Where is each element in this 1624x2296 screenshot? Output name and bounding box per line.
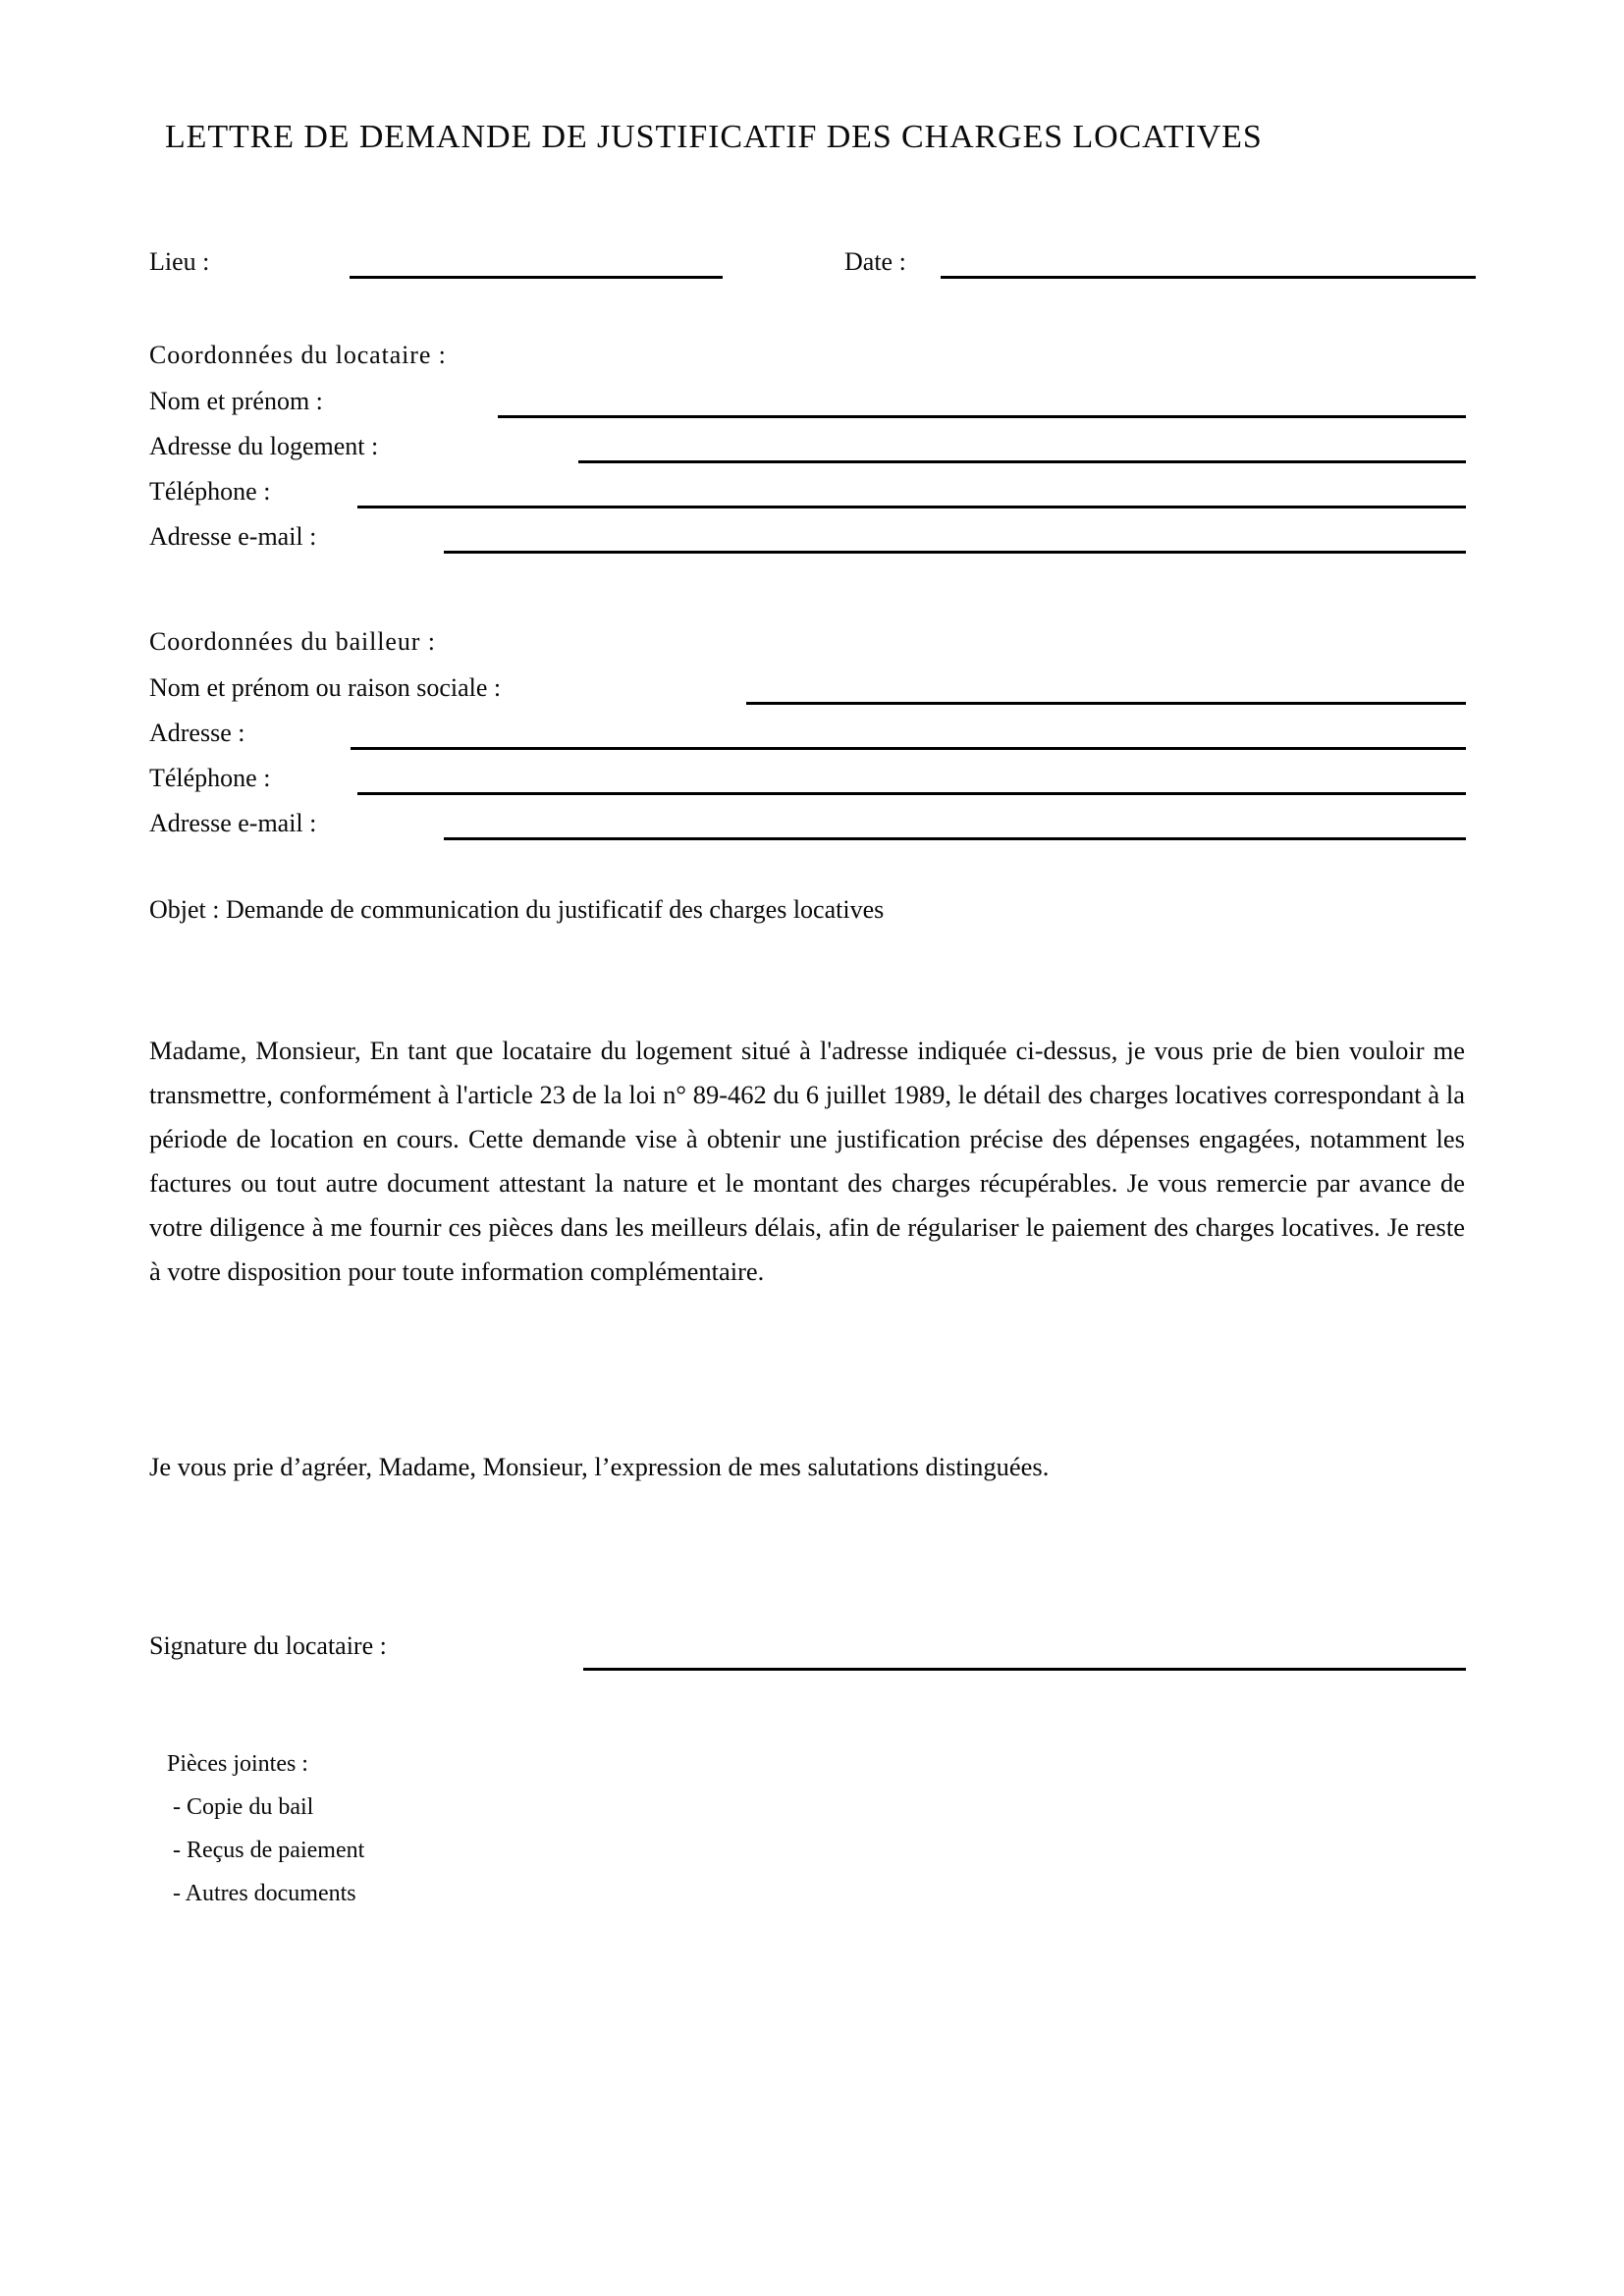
- tenant-name-label: Nom et prénom :: [149, 387, 323, 415]
- landlord-name-row: [149, 671, 1465, 711]
- landlord-email-row: [149, 807, 1465, 846]
- landlord-phone-row: [149, 762, 1465, 801]
- tenant-section-heading: Coordonnées du locataire :: [149, 341, 447, 369]
- tenant-address-row: [149, 430, 1465, 469]
- tenant-name-row: [149, 385, 1465, 424]
- landlord-phone-input-line[interactable]: [357, 792, 1466, 795]
- tenant-email-input-line[interactable]: [444, 551, 1466, 554]
- tenant-phone-input-line[interactable]: [357, 506, 1466, 508]
- tenant-name-input-line[interactable]: [498, 415, 1466, 418]
- page-title: LETTRE DE DEMANDE DE JUSTIFICATIF DES CHARGES LOCATIVES: [165, 119, 1263, 155]
- landlord-email-label: Adresse e-mail :: [149, 809, 317, 837]
- landlord-section-heading: Coordonnées du bailleur :: [149, 627, 436, 656]
- landlord-email-input-line[interactable]: [444, 837, 1466, 840]
- subject-line: Objet : Demande de communication du justificatif des charges locatives: [149, 895, 885, 924]
- landlord-name-input-line[interactable]: [746, 702, 1466, 705]
- landlord-address-row: [149, 717, 1465, 756]
- place-label: Lieu :: [149, 247, 210, 276]
- signature-label: Signature du locataire :: [149, 1631, 387, 1660]
- tenant-address-input-line[interactable]: [578, 460, 1466, 463]
- letter-closing-salutation: Je vous prie d’agréer, Madame, Monsieur, l’expression de mes salutations distinguées.: [149, 1452, 1050, 1481]
- tenant-phone-row: [149, 475, 1465, 514]
- signature-row: [149, 1629, 1465, 1669]
- tenant-email-row: [149, 520, 1465, 560]
- tenant-phone-label: Téléphone :: [149, 477, 271, 506]
- landlord-address-label: Adresse :: [149, 719, 245, 747]
- landlord-phone-label: Téléphone :: [149, 764, 271, 792]
- date-input-line[interactable]: [941, 276, 1476, 279]
- tenant-email-label: Adresse e-mail :: [149, 522, 317, 551]
- attachment-item: - Copie du bail: [173, 1794, 314, 1820]
- attachment-item: - Reçus de paiement: [173, 1838, 365, 1863]
- letter-body-paragraph: Madame, Monsieur, En tant que locataire du logement situé à l'adresse indiquée ci-dessus, je vous prie de bien vouloir me transmettre, conformément à l'article 23 de la loi n° 89-462 du 6 juillet 1989, le détail des charges locatives correspondant à la période de location en cours. Cette demande vise à obtenir une justification précise des dépenses engagées, notamment les factures ou tout autre document attestant la nature et le montant des charges récupérables. Je vous remercie par avance de votre diligence à me fournir ces pièces dans les meilleurs délais, afin de régulariser le paiement des charges locatives. Je reste à votre disposition pour toute information complémentaire.: [149, 1036, 1465, 1286]
- attachments-block: [167, 1742, 364, 1915]
- landlord-address-input-line[interactable]: [351, 747, 1466, 750]
- place-date-row: [149, 245, 1465, 285]
- attachment-item: - Autres documents: [173, 1881, 356, 1906]
- landlord-name-label: Nom et prénom ou raison sociale :: [149, 673, 502, 702]
- attachments-heading: Pièces jointes :: [167, 1751, 308, 1777]
- place-input-line[interactable]: [350, 276, 723, 279]
- tenant-address-label: Adresse du logement :: [149, 432, 379, 460]
- date-label: Date :: [844, 247, 906, 276]
- signature-input-line[interactable]: [583, 1668, 1466, 1671]
